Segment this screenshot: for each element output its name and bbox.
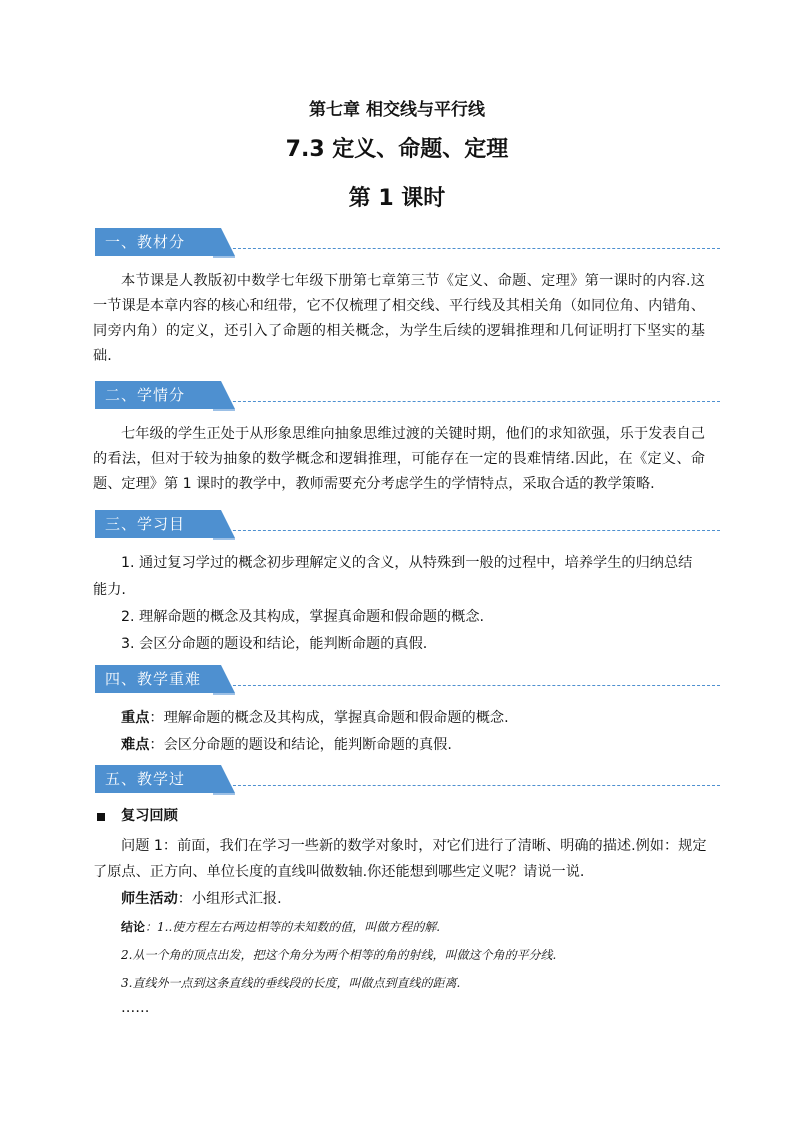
section-tab-tail	[95, 510, 235, 540]
section-header-1	[95, 228, 720, 258]
key-point-text: ：理解命题的概念及其构成，掌握真命题和假命题的概念.	[149, 710, 509, 726]
teacher-student-activity	[121, 887, 282, 912]
lesson-title: 第 1 课时	[348, 186, 446, 211]
section-header-5	[95, 765, 720, 795]
section-tab-tail	[95, 765, 235, 795]
objective-3: 3. 会区分命题的题设和结论，能判断命题的真假.	[121, 636, 428, 652]
section-header-3	[95, 510, 720, 540]
objective-1: 1. 通过复习学过的概念初步理解定义的含义，从特殊到一般的过程中，培养学生的归纳总结	[121, 555, 693, 571]
conclusion-label: 结论	[121, 920, 146, 934]
section-header-label: 五、教学过	[95, 765, 213, 793]
activity-text: ：小组形式汇报.	[177, 891, 282, 907]
section-divider	[213, 785, 720, 786]
conclusion-1-text: ：1..使方程左右两边相等的未知数的值，叫做方程的解.	[145, 920, 441, 934]
activity-label: 师生活动	[121, 891, 178, 907]
square-bullet-icon	[97, 813, 105, 821]
objective-1-cont: 能力.	[93, 582, 126, 598]
section-header-4	[95, 665, 720, 695]
section-header-label: 四、教学重难	[95, 665, 213, 693]
conclusion-2: 2.从一个角的顶点出发，把这个角分为两个相等的角的射线，叫做这个角的平分线.	[121, 948, 557, 962]
difficult-point-label: 难点	[121, 737, 150, 753]
section-header-label: 一、教材分	[95, 228, 213, 256]
key-point-label: 重点	[121, 710, 150, 726]
section-header-label: 二、学情分	[95, 381, 213, 409]
section-tab-tail	[95, 665, 235, 695]
conclusion-1	[121, 918, 440, 935]
chapter-title: 第七章 相交线与平行线	[309, 100, 485, 120]
section-tab-tail	[95, 228, 235, 258]
section-tab-tail	[95, 381, 235, 411]
section-divider	[213, 401, 720, 402]
review-heading: 复习回顾	[121, 808, 178, 824]
section-header-2	[95, 381, 720, 411]
conclusion-3: 3.直线外一点到这条直线的垂线段的长度，叫做点到直线的距离.	[121, 976, 461, 990]
textbook-analysis-paragraph: 本节课是人教版初中数学七年级下册第七章第三节《定义、命题、定理》第一课时的内容.这一节课是本章内容的核心和纽带，它不仅梳理了相交线、平行线及其相关角（如同位角、内错角、同旁内角）的定义，还引入了命题的相关概念，为学生后续的逻辑推理和几何证明打下坚实的基础.	[93, 273, 705, 364]
section-divider	[213, 685, 720, 686]
difficult-point	[121, 733, 452, 758]
ellipsis: ……	[121, 1000, 150, 1016]
section-divider	[213, 248, 720, 249]
section-title: 7.3 定义、命题、定理	[285, 137, 509, 162]
section-header-label: 三、学习目	[95, 510, 213, 538]
difficult-point-text: ：会区分命题的题设和结论，能判断命题的真假.	[149, 737, 452, 753]
student-analysis-paragraph: 七年级的学生正处于从形象思维向抽象思维过渡的关键时期，他们的求知欲强，乐于发表自己的看法，但对于较为抽象的数学概念和逻辑推理，可能存在一定的畏难情绪.因此，在《定义、命题、定理》第 1 课时的教学中，教师需要充分考虑学生的学情特点，采取合适的教学策略.	[93, 426, 705, 492]
objective-2: 2. 理解命题的概念及其构成，掌握真命题和假命题的概念.	[121, 609, 485, 625]
question-1: 问题 1：前面，我们在学习一些新的数学对象时，对它们进行了清晰、明确的描述.例如：规定	[121, 838, 707, 854]
question-1-cont: 了原点、正方向、单位长度的直线叫做数轴.你还能想到哪些定义呢？请说一说.	[93, 864, 585, 880]
key-point	[121, 706, 509, 731]
section-divider	[213, 530, 720, 531]
